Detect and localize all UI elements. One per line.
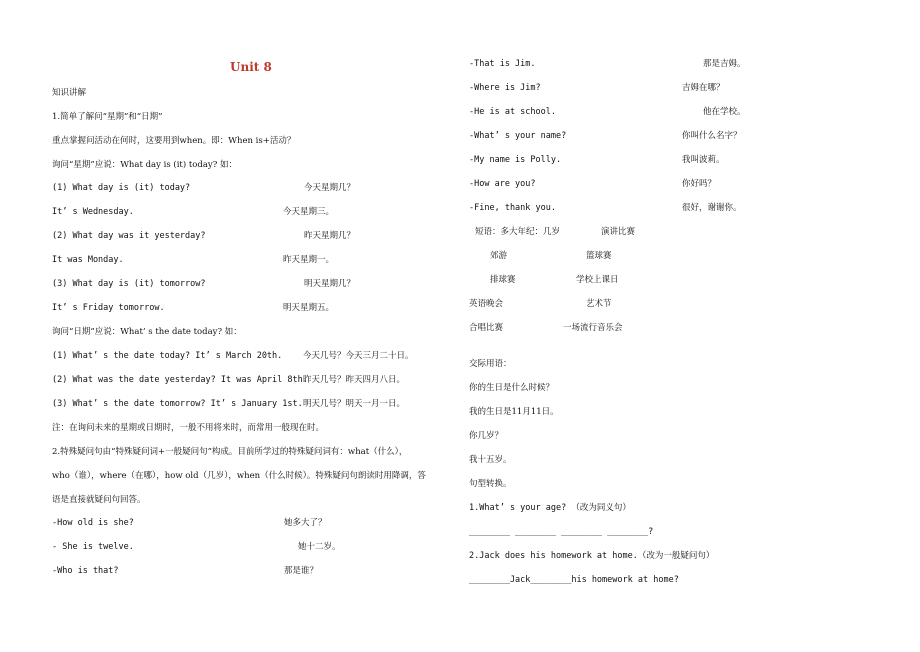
phrase-item: 英语晚会	[469, 299, 504, 309]
day-q2-cn: 昨天星期几？	[304, 231, 356, 241]
dialog-r2-en: -Where is Jim?	[469, 83, 541, 93]
phrase-item: 学校上课日	[576, 275, 619, 285]
communication-line: 你几岁？	[469, 431, 504, 441]
dialog-q1-en: -How old is she?	[52, 518, 134, 528]
dialog-r1-cn: 那是吉姆。	[703, 59, 746, 69]
transform-heading: 句型转换。	[469, 479, 512, 489]
day-a1-en: It’ s Wednesday.	[52, 207, 134, 217]
dialog-r7-en: -Fine, thank you.	[469, 203, 556, 213]
day-q2-en: (2) What day was it yesterday?	[52, 231, 206, 241]
phrase-item: 演讲比赛	[601, 227, 636, 237]
dialog-r6-en: -How are you?	[469, 179, 536, 189]
date-ex3-cn: 明天几号？明天一月一日。	[303, 399, 406, 409]
exercise-1-blank[interactable]: ________ ________ ________ ________?	[469, 527, 654, 537]
day-a3-cn: 明天星期五。	[283, 303, 335, 313]
date-ex3-en: (3) What’ s the date tomorrow? It’ s January 1st.	[52, 399, 303, 409]
dialog-r5-en: -My name is Polly.	[469, 155, 562, 165]
phrase-item: 合唱比赛	[469, 323, 504, 333]
dialog-r4-cn: 你叫什么名字？	[682, 131, 742, 141]
section-heading: 知识讲解	[52, 88, 87, 98]
page-title: Unit 8	[230, 60, 272, 74]
dialog-r7-cn: 很好，谢谢你。	[682, 203, 742, 213]
section-1-title: 1.简单了解问“星期”和“日期”	[52, 112, 163, 122]
exercise-2: 2.Jack does his homework at home.（改为一般疑问句）	[469, 551, 715, 561]
dialog-r4-en: -What’ s your name?	[469, 131, 567, 141]
dialog-r3-cn: 他在学校。	[703, 107, 746, 117]
exercise-2-blank[interactable]: ________Jack________his homework at home?	[469, 575, 679, 585]
note-text: 注：在询问未来的星期或日期时，一般不用将来时，而常用一般现在时。	[52, 423, 325, 433]
communication-heading: 交际用语：	[469, 359, 512, 369]
dialog-r2-cn: 吉姆在哪？	[682, 83, 725, 93]
dialog-q2-en: -Who is that?	[52, 566, 119, 576]
dialog-r6-cn: 你好吗？	[682, 179, 717, 189]
phrase-item: 篮球赛	[586, 251, 612, 261]
phrase-item: 艺术节	[586, 299, 612, 309]
phrase-item: 郊游	[490, 251, 508, 261]
phrase-label: 短语：多大年纪：几岁	[475, 227, 561, 237]
date-ex1-en: (1) What’ s the date today? It’ s March 20th.	[52, 351, 283, 361]
dialog-a1-cn: 她十二岁。	[298, 542, 341, 552]
communication-line: 我十五岁。	[469, 455, 512, 465]
date-ex2-cn: 昨天几号？昨天四月八日。	[303, 375, 406, 385]
dialog-r1-en: -That is Jim.	[469, 59, 536, 69]
section-2-line-2: who（谁），where（在哪），how old（几岁），when（什么时候）。特殊疑问句朗读时用降调，答	[52, 471, 426, 481]
day-a2-en: It was Monday.	[52, 255, 124, 265]
day-q1-en: (1) What day is (it) today?	[52, 183, 191, 193]
section-2-line-1: 2.特殊疑问句由“特殊疑问词+一般疑问句”构成。目前所学过的特殊疑问词有：what（什么），	[52, 447, 408, 457]
date-ex2-en: (2) What was the date yesterday? It was April 8th.	[52, 375, 308, 385]
phrase-item: 一场流行音乐会	[563, 323, 623, 333]
date-ex1-cn: 今天几号？今天三月二十日。	[303, 351, 414, 361]
dialog-a1-en: - She is twelve.	[52, 542, 134, 552]
section-2-line-3: 语是直接就疑问句回答。	[52, 495, 146, 505]
day-q3-cn: 明天星期几？	[304, 279, 356, 289]
dialog-q1-cn: 她多大了？	[284, 518, 327, 528]
communication-line: 我的生日是11月11日。	[469, 407, 559, 417]
dialog-q2-cn: 那是谁？	[284, 566, 319, 576]
day-q3-en: (3) What day is (it) tomorrow?	[52, 279, 206, 289]
ask-date-intro: 询问“日期”应说：What’ s the date today? 如：	[52, 327, 242, 337]
ask-day-intro: 询问“星期”应说：What day is (it) today? 如：	[52, 160, 237, 170]
communication-line: 你的生日是什么时候？	[469, 383, 555, 393]
phrase-item: 排球赛	[490, 275, 516, 285]
dialog-r5-cn: 我叫波莉。	[682, 155, 725, 165]
section-1-key-point: 重点掌握问活动在何时，这要用到when。即：When is+活动？	[52, 136, 296, 146]
day-a1-cn: 今天星期三。	[283, 207, 335, 217]
day-a3-en: It’ s Friday tomorrow.	[52, 303, 165, 313]
exercise-1: 1.What’ s your age? （改为同义句）	[469, 503, 631, 513]
day-q1-cn: 今天星期几？	[304, 183, 356, 193]
dialog-r3-en: -He is at school.	[469, 107, 556, 117]
day-a2-cn: 昨天星期一。	[283, 255, 335, 265]
